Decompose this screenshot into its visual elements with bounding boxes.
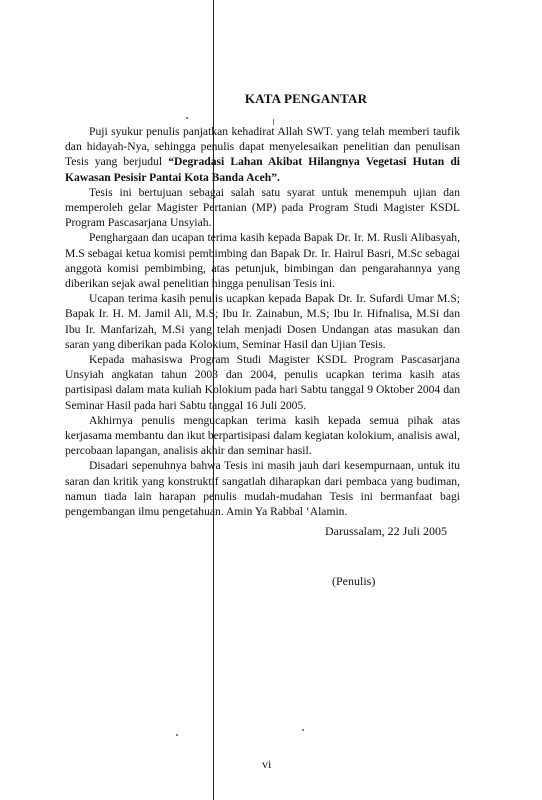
body-text (65, 124, 460, 519)
paragraph (65, 185, 460, 231)
paragraph-text: Puji syukur penulis panjatkan kehadirat Allah SWT. yang telah memberi taufik dan hidayah-Nya, sehingga penulis dapat menyelesaikan penelitian dan penulisan Tesis yang berjudul (65, 125, 460, 169)
paragraph-text: Akhirnya penulis mengucapkan terima kasih kepada semua pihak atas kerjasama membantu dan ikut berpartisipasi dalam kegiatan kolokium, analisis awal, percobaan lapangan, analisis akhir dan seminar hasil. (65, 413, 460, 458)
scan-speck (176, 734, 178, 736)
scan-speck (302, 729, 304, 731)
paragraph-text: Ucapan terima kasih penulis ucapkan kepada Bapak Dr. Ir. Sufardi Umar M.S; Bapak Ir. H. M. Jamil Ali, M.S; Ibu Ir. Zainabun, M.S; Ibu Ir. Hifnalisa, M.Si dan Ibu Ir. Manfarizah, M.Si yang telah menjadi Dosen Undangan atas masukan dan saran yang diberikan pada Kolokium, Seminar Hasil dan Ujian Tesis. (65, 292, 460, 351)
paragraph (65, 291, 460, 352)
paragraph-text: Kepada mahasiswa Program Studi Magister KSDL Program Pascasarjana Unsyiah angkatan tahun 2003 dan 2004, penulis ucapkan terima kasih atas partisipasi dalam mata kuliah Kolokium pada hari Sabtu tanggal 9 Oktober 2004 dan Seminar Hasil pada hari Sabtu tanggal 16 Juli 2005. (65, 353, 460, 412)
paragraph (65, 352, 460, 413)
paragraph (65, 124, 460, 185)
place-date: Darussalam, 22 Juli 2005 (325, 524, 447, 538)
paragraph (65, 413, 460, 459)
page-title: KATA PENGANTAR (244, 91, 368, 106)
paragraph-text: Penghargaan dan ucapan terima kasih kepada Bapak Dr. Ir. M. Rusli Alibasyah, M.S sebagai ketua komisi pembimbing dan Bapak Dr. Ir. Hairul Basri, M.Sc sebagai anggota komisi pembimbing, atas petunjuk, bimbingan dan pengarahannya yang diberikan sejak awal penelitian hingga penulisan Tesis ini. (65, 231, 460, 291)
page-number: vi (262, 757, 272, 771)
scan-speck (186, 117, 188, 119)
paragraph-text: Tesis ini bertujuan sebagai salah satu syarat untuk menempuh ujian dan memperoleh gelar Magister Pertanian (MP) pada Program Studi Magister KSDL Program Pascasarjana Unsyiah. (65, 185, 460, 230)
signer: (Penulis) (332, 574, 376, 588)
paragraph-text: Disadari sepenuhnya bahwa Tesis ini masih jauh dari kesempurnaan, untuk itu saran dan kritik yang konstruktif sangatlah diharapkan dari pembaca yang budiman, namun tiada lain harapan penulis mudah-mudahan Tesis ini bermanfaat bagi pengembangan ilmu pengetahuan. Amin Ya Rabbal ‘Alamin. (65, 459, 460, 519)
paragraph (65, 458, 460, 519)
paragraph (65, 230, 460, 291)
thesis-title-text: “Degradasi Lahan Akibat Hilangnya Vegetasi Hutan di Kawasan Pesisir Pantai Kota Banda Aceh”. (65, 155, 461, 184)
